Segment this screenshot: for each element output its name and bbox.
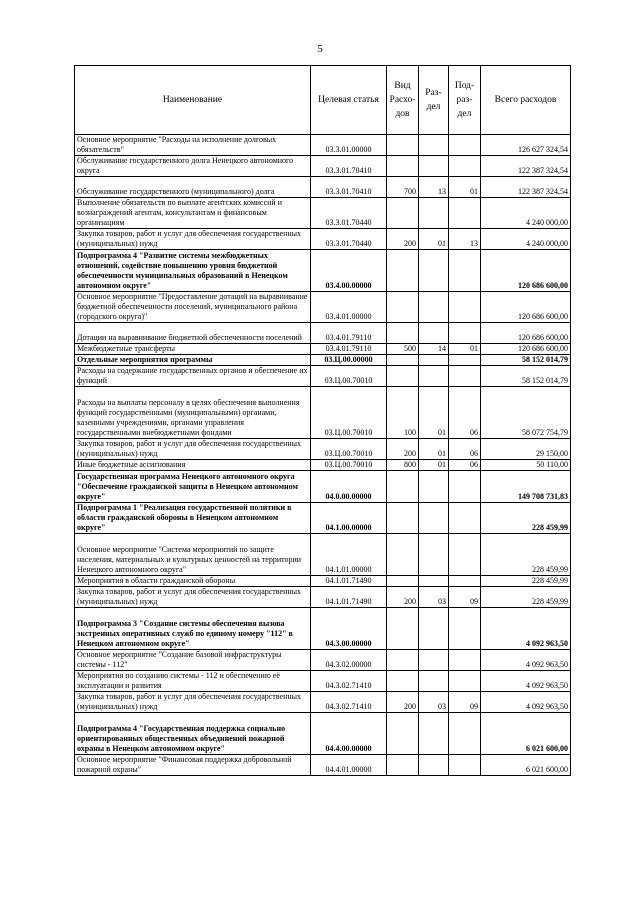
cell-article: 04.1.01.71490 — [311, 587, 387, 608]
table-row — [75, 755, 571, 776]
cell-total: 149 708 731,83 — [481, 471, 571, 503]
cell-subsection: 06 — [449, 387, 481, 439]
table-row — [75, 671, 571, 692]
cell-total: 120 686 600,00 — [481, 250, 571, 292]
cell-name: Подпрограмма 1 "Реализация государственной политики в области гражданской обороны в Ненецком автономном округе" — [75, 503, 311, 534]
cell-name: Закупка товаров, работ и услуг для обеспечения государственных (муниципальных) нужд — [75, 587, 311, 608]
cell-section — [419, 156, 449, 177]
cell-section — [419, 576, 449, 587]
table-row — [75, 156, 571, 177]
cell-type — [387, 755, 419, 776]
cell-section — [419, 135, 449, 156]
cell-type: 100 — [387, 387, 419, 439]
cell-subsection: 01 — [449, 177, 481, 198]
cell-subsection — [449, 713, 481, 755]
cell-total: 120 686 600,00 — [481, 323, 571, 344]
cell-article: 03.Ц.00.70010 — [311, 460, 387, 471]
cell-type — [387, 650, 419, 671]
cell-total: 228 459,99 — [481, 576, 571, 587]
cell-section — [419, 292, 449, 323]
cell-type — [387, 292, 419, 323]
cell-subsection — [449, 503, 481, 534]
cell-section — [419, 250, 449, 292]
cell-article: 03.3.01.70410 — [311, 156, 387, 177]
cell-article: 03.4.01.79110 — [311, 323, 387, 344]
cell-type — [387, 250, 419, 292]
table-row — [75, 250, 571, 292]
cell-total: 228 459,99 — [481, 534, 571, 576]
cell-article: 04.4.00.00000 — [311, 713, 387, 755]
cell-article: 04.0.00.00000 — [311, 471, 387, 503]
cell-section: 13 — [419, 177, 449, 198]
cell-type: 200 — [387, 439, 419, 460]
cell-subsection — [449, 576, 481, 587]
table-row — [75, 366, 571, 387]
cell-subsection — [449, 471, 481, 503]
cell-subsection — [449, 323, 481, 344]
cell-article: 04.1.01.71490 — [311, 576, 387, 587]
table-row — [75, 576, 571, 587]
cell-subsection: 01 — [449, 344, 481, 355]
table-row — [75, 471, 571, 503]
cell-article: 04.1.01.00000 — [311, 534, 387, 576]
cell-type — [387, 608, 419, 650]
cell-article: 03.3.01.00000 — [311, 135, 387, 156]
cell-type — [387, 366, 419, 387]
cell-total: 228 459,99 — [481, 503, 571, 534]
table-row — [75, 387, 571, 439]
cell-name: Иные бюджетные ассигнования — [75, 460, 311, 471]
cell-section: 01 — [419, 460, 449, 471]
cell-subsection — [449, 366, 481, 387]
cell-name: Закупка товаров, работ и услуг для обеспечения государственных (муниципальных) нужд — [75, 439, 311, 460]
cell-name: Основное мероприятие "Система мероприятий по защите населения, материальных и культурных ценностей на территории Ненецкого автономного округа" — [75, 534, 311, 576]
cell-name: Мероприятия в области гражданской обороны — [75, 576, 311, 587]
table-row — [75, 344, 571, 355]
cell-section: 01 — [419, 387, 449, 439]
cell-article: 03.Ц.00.70010 — [311, 366, 387, 387]
cell-section: 03 — [419, 587, 449, 608]
cell-name: Обслуживание государственного долга Ненецкого автономного округа — [75, 156, 311, 177]
cell-name: Расходы на выплаты персоналу в целях обеспечения выполнения функций государственными (муниципальными) органами, казенными учреждениями, органами управления государственными внебюджетными фондами — [75, 387, 311, 439]
table-row — [75, 355, 571, 366]
table-row — [75, 460, 571, 471]
cell-article: 03.3.01.70440 — [311, 198, 387, 229]
cell-section: 14 — [419, 344, 449, 355]
cell-type — [387, 323, 419, 344]
cell-total: 29 150,00 — [481, 439, 571, 460]
table-row — [75, 198, 571, 229]
cell-subsection — [449, 292, 481, 323]
cell-section — [419, 671, 449, 692]
cell-type — [387, 198, 419, 229]
cell-name: Основное мероприятие "Предоставление дотаций на выравнивание бюджетной обеспеченности поселений, муниципального района (городского округа)" — [75, 292, 311, 323]
cell-name: Расходы на содержание государственных органов и обеспечение их функций — [75, 366, 311, 387]
cell-article: 04.3.02.71410 — [311, 671, 387, 692]
cell-article: 03.3.01.70440 — [311, 229, 387, 250]
cell-type: 200 — [387, 587, 419, 608]
header-type: Вид Расхо- дов — [387, 66, 419, 135]
cell-name: Выполнение обязательств по выплате агентских комиссий и вознаграждений агентам, консультантам и финансовым организациям — [75, 198, 311, 229]
cell-section — [419, 366, 449, 387]
cell-total: 228 459,99 — [481, 587, 571, 608]
cell-article: 03.Ц.00.00000 — [311, 355, 387, 366]
cell-total: 120 686 600,00 — [481, 292, 571, 323]
cell-subsection — [449, 156, 481, 177]
cell-section: 01 — [419, 439, 449, 460]
cell-name: Обслуживание государственного (муниципального) долга — [75, 177, 311, 198]
table-row — [75, 587, 571, 608]
cell-section — [419, 608, 449, 650]
cell-total: 6 021 600,00 — [481, 755, 571, 776]
cell-article: 04.3.00.00000 — [311, 608, 387, 650]
cell-name: Подпрограмма 4 "Государственная поддержка социально ориентированных общественных объединений пожарной охраны в Ненецком автономном округе" — [75, 713, 311, 755]
cell-article: 04.3.02.00000 — [311, 650, 387, 671]
table-row — [75, 650, 571, 671]
cell-name: Подпрограмма 4 "Развитие системы межбюджетных отношений, содействие повышению уровня бюджетной обеспеченности муниципальных образований в Ненецком автономном округе" — [75, 250, 311, 292]
table-row — [75, 323, 571, 344]
table-row — [75, 503, 571, 534]
cell-total: 122 387 324,54 — [481, 156, 571, 177]
cell-subsection: 09 — [449, 587, 481, 608]
cell-type — [387, 713, 419, 755]
table-row — [75, 713, 571, 755]
cell-subsection — [449, 198, 481, 229]
header-name: Наименование — [75, 66, 311, 135]
cell-article: 03.3.01.70410 — [311, 177, 387, 198]
cell-section — [419, 198, 449, 229]
cell-section — [419, 355, 449, 366]
cell-type — [387, 156, 419, 177]
cell-name: Основное мероприятие "Финансовая поддержка добровольной пожарной охраны" — [75, 755, 311, 776]
cell-name: Основное мероприятие "Создание базовой инфраструктуры системы - 112" — [75, 650, 311, 671]
cell-type: 800 — [387, 460, 419, 471]
cell-subsection: 06 — [449, 460, 481, 471]
cell-type — [387, 355, 419, 366]
table-row — [75, 534, 571, 576]
cell-type — [387, 503, 419, 534]
cell-total: 58 152 014,79 — [481, 355, 571, 366]
cell-article: 03.Ц.00.70010 — [311, 439, 387, 460]
cell-name: Закупка товаров, работ и услуг для обеспечения государственных (муниципальных) нужд — [75, 692, 311, 713]
cell-type: 500 — [387, 344, 419, 355]
cell-subsection — [449, 608, 481, 650]
cell-type — [387, 135, 419, 156]
cell-subsection: 06 — [449, 439, 481, 460]
cell-type — [387, 534, 419, 576]
cell-total: 6 021 600,00 — [481, 713, 571, 755]
cell-total: 122 387 324,54 — [481, 177, 571, 198]
cell-name: Межбюджетные трансферты — [75, 344, 311, 355]
table-header — [75, 66, 571, 135]
cell-section — [419, 755, 449, 776]
header-total: Всего расходов — [481, 66, 571, 135]
cell-section: 03 — [419, 692, 449, 713]
table-body — [75, 135, 571, 776]
cell-article: 03.4.00.00000 — [311, 250, 387, 292]
table-row — [75, 692, 571, 713]
cell-article: 03.Ц.00.70010 — [311, 387, 387, 439]
cell-type — [387, 671, 419, 692]
cell-total: 126 627 324,54 — [481, 135, 571, 156]
cell-name: Закупка товаров, работ и услуг для обеспечения государственных (муниципальных) нужд — [75, 229, 311, 250]
cell-article: 04.3.02.71410 — [311, 692, 387, 713]
cell-article: 03.4.01.00000 — [311, 292, 387, 323]
cell-subsection — [449, 355, 481, 366]
table-row — [75, 292, 571, 323]
cell-subsection: 09 — [449, 692, 481, 713]
cell-total: 58 152 014,79 — [481, 366, 571, 387]
cell-subsection — [449, 250, 481, 292]
cell-total: 4 092 963,50 — [481, 692, 571, 713]
table-row — [75, 177, 571, 198]
cell-name: Подпрограмма 3 "Создание системы обеспечения вызова экстренных оперативных служб по единому номеру "112" в Ненецком автономном округе" — [75, 608, 311, 650]
cell-type: 200 — [387, 229, 419, 250]
cell-total: 4 092 963,50 — [481, 671, 571, 692]
cell-name: Основное мероприятие "Расходы на исполнение долговых обязательств" — [75, 135, 311, 156]
cell-name: Государственная программа Ненецкого автономного округа "Обеспечение гражданской защиты в Ненецком автономном округе" — [75, 471, 311, 503]
cell-name: Дотации на выравнивание бюджетной обеспеченности поселений — [75, 323, 311, 344]
cell-total: 4 092 963,50 — [481, 650, 571, 671]
table-row — [75, 229, 571, 250]
cell-total: 50 110,00 — [481, 460, 571, 471]
cell-subsection — [449, 534, 481, 576]
page-number: 5 — [317, 43, 323, 55]
cell-section — [419, 323, 449, 344]
cell-total: 4 240 000,00 — [481, 229, 571, 250]
cell-total: 120 686 600,00 — [481, 344, 571, 355]
cell-total: 58 072 754,79 — [481, 387, 571, 439]
header-article: Целевая статья — [311, 66, 387, 135]
cell-type — [387, 576, 419, 587]
table-row — [75, 135, 571, 156]
header-subsection: Под- раз- дел — [449, 66, 481, 135]
cell-type: 200 — [387, 692, 419, 713]
cell-article: 03.4.01.79110 — [311, 344, 387, 355]
table-row — [75, 608, 571, 650]
cell-section — [419, 713, 449, 755]
cell-section — [419, 650, 449, 671]
cell-article: 04.4.01.00000 — [311, 755, 387, 776]
cell-section — [419, 471, 449, 503]
cell-name: Отдельные мероприятия программы — [75, 355, 311, 366]
header-section: Раз- дел — [419, 66, 449, 135]
cell-subsection — [449, 135, 481, 156]
budget-table — [74, 65, 571, 776]
cell-article: 04.1.00.00000 — [311, 503, 387, 534]
cell-total: 4 240 000,00 — [481, 198, 571, 229]
cell-section — [419, 534, 449, 576]
cell-total: 4 092 963,50 — [481, 608, 571, 650]
table-row — [75, 439, 571, 460]
cell-subsection: 13 — [449, 229, 481, 250]
cell-section — [419, 503, 449, 534]
cell-subsection — [449, 671, 481, 692]
cell-type: 700 — [387, 177, 419, 198]
cell-subsection — [449, 755, 481, 776]
cell-section: 01 — [419, 229, 449, 250]
cell-subsection — [449, 650, 481, 671]
cell-name: Мероприятия по созданию системы - 112 и обеспечению её эксплуатации и развития — [75, 671, 311, 692]
cell-type — [387, 471, 419, 503]
